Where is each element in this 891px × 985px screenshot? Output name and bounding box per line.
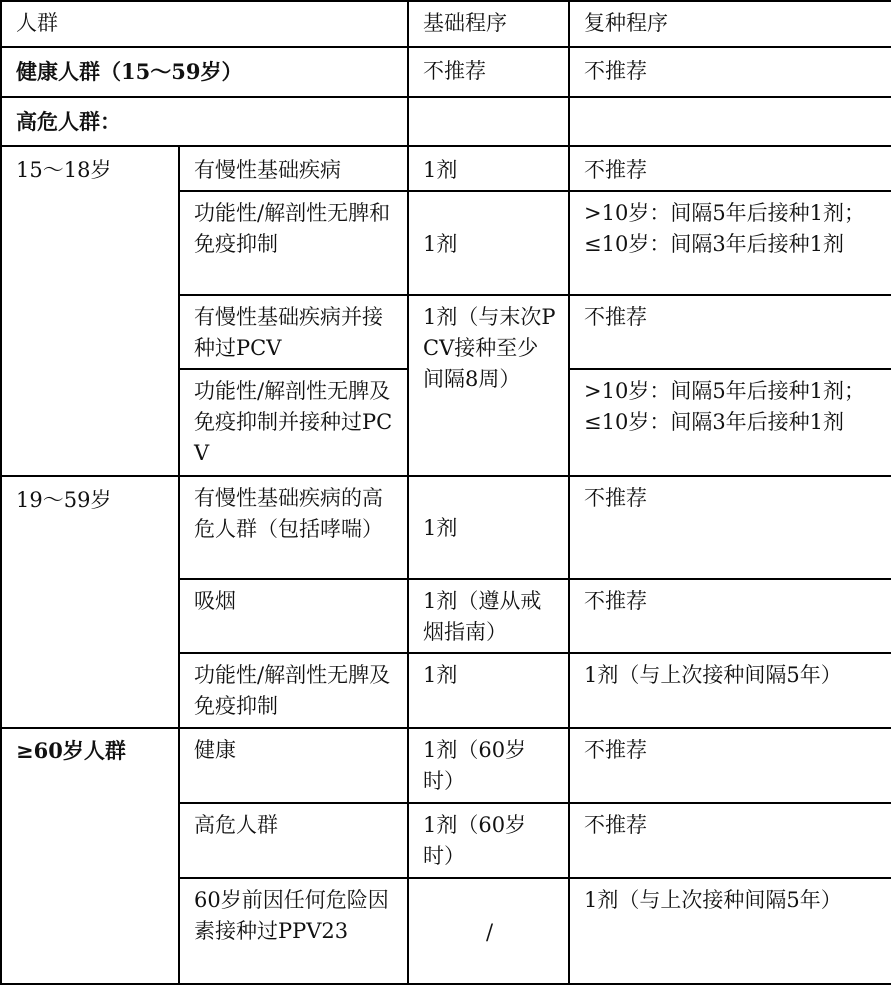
group-15-18-label: 15～18岁 [1,146,179,476]
table-row [1,476,891,579]
basic-cell: 1剂（60岁时） [408,803,569,878]
condition-cell: 60岁前因任何危险因素接种过PPV23 [179,878,408,984]
basic-cell: 1剂 [408,476,569,579]
condition-cell: 健康 [179,728,408,803]
healthy-population-cell: 健康人群（15～59岁） [1,47,408,97]
empty-cell [569,97,891,146]
booster-cell: 不推荐 [569,803,891,878]
empty-cell [408,97,569,146]
condition-cell: 有慢性基础疾病的高危人群（包括哮喘） [179,476,408,579]
high-risk-title: 高危人群： [1,97,408,146]
condition-cell: 功能性/解剖性无脾及免疫抑制 [179,653,408,728]
table-row [1,97,891,146]
booster-cell: 不推荐 [569,476,891,579]
basic-cell: / [408,878,569,984]
table-row [1,47,891,97]
booster-cell: 不推荐 [569,579,891,653]
header-booster: 复种程序 [569,1,891,47]
condition-cell: 功能性/解剖性无脾和免疫抑制 [179,191,408,295]
booster-cell: >10岁：间隔5年后接种1剂；≤10岁：间隔3年后接种1剂 [569,191,891,295]
basic-cell-merged: 1剂（与末次PCV接种至少间隔8周） [408,295,569,476]
basic-cell: 1剂 [408,146,569,191]
basic-cell: 1剂（60岁时） [408,728,569,803]
table-row [1,146,891,191]
booster-cell: 1剂（与上次接种间隔5年） [569,878,891,984]
condition-cell: 有慢性基础疾病并接种过PCV [179,295,408,369]
group-19-59-label: 19～59岁 [1,476,179,728]
table-row [1,728,891,803]
booster-cell: 不推荐 [569,728,891,803]
basic-cell: 1剂（遵从戒烟指南） [408,579,569,653]
healthy-booster-cell: 不推荐 [569,47,891,97]
table-header-row [1,1,891,47]
condition-cell: 有慢性基础疾病 [179,146,408,191]
booster-cell: 1剂（与上次接种间隔5年） [569,653,891,728]
condition-cell: 高危人群 [179,803,408,878]
booster-cell: 不推荐 [569,146,891,191]
healthy-basic-cell: 不推荐 [408,47,569,97]
booster-cell: >10岁：间隔5年后接种1剂；≤10岁：间隔3年后接种1剂 [569,369,891,476]
header-population: 人群 [1,1,408,47]
basic-cell: 1剂 [408,191,569,295]
condition-cell: 吸烟 [179,579,408,653]
header-basic: 基础程序 [408,1,569,47]
basic-cell: 1剂 [408,653,569,728]
booster-cell: 不推荐 [569,295,891,369]
group-60-plus-label: ≥60岁人群 [1,728,179,984]
condition-cell: 功能性/解剖性无脾及免疫抑制并接种过PCV [179,369,408,476]
